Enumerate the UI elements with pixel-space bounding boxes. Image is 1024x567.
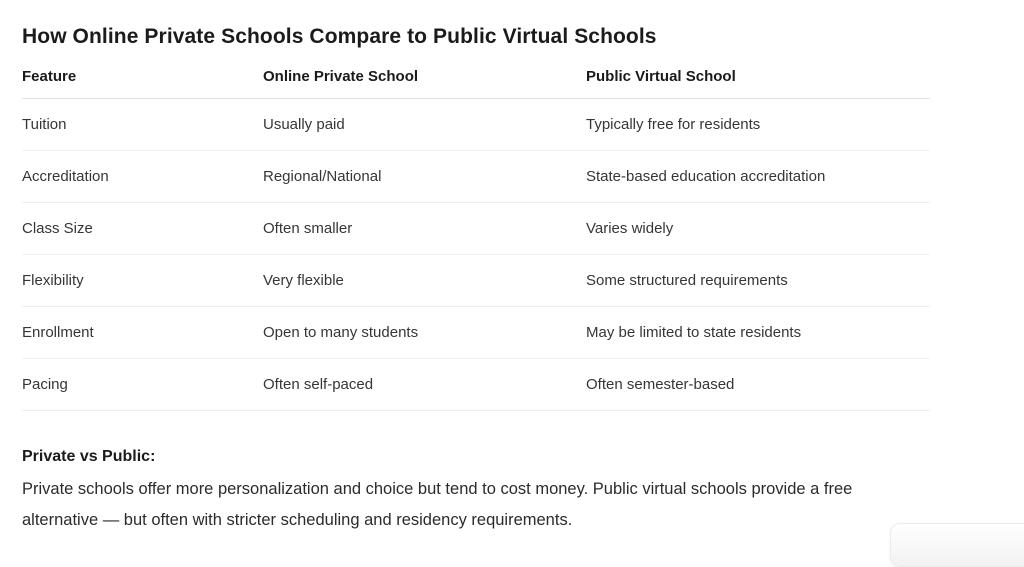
table-header-row bbox=[22, 68, 930, 99]
feature-cell: Pacing bbox=[22, 376, 68, 393]
comparison-table bbox=[22, 68, 930, 411]
page-title: How Online Private Schools Compare to Public Virtual Schools bbox=[22, 25, 657, 48]
bottom-right-floating-widget[interactable] bbox=[890, 523, 1024, 567]
feature-cell: Flexibility bbox=[22, 272, 84, 289]
table-row bbox=[22, 307, 930, 359]
column-header-public-virtual-school: Public Virtual School bbox=[586, 68, 736, 85]
public-school-cell: Typically free for residents bbox=[586, 116, 761, 133]
summary-section bbox=[22, 447, 1002, 536]
public-school-cell: Often semester-based bbox=[586, 376, 735, 393]
summary-paragraph: Private schools offer more personalization and choice but tend to cost money. Public virtual schools provide a free alternative — but often with stricter scheduling and residency requirements. bbox=[22, 480, 853, 529]
table-row bbox=[22, 151, 930, 203]
table-row bbox=[22, 99, 930, 151]
column-header-feature: Feature bbox=[22, 68, 77, 85]
public-school-cell: Varies widely bbox=[586, 220, 674, 237]
private-school-cell: Often smaller bbox=[263, 220, 353, 237]
private-school-cell: Usually paid bbox=[263, 116, 345, 133]
column-header-online-private-school: Online Private School bbox=[263, 68, 419, 85]
public-school-cell: Some structured requirements bbox=[586, 272, 788, 289]
feature-cell: Accreditation bbox=[22, 168, 109, 185]
table-row bbox=[22, 255, 930, 307]
public-school-cell: May be limited to state residents bbox=[586, 324, 802, 341]
feature-cell: Enrollment bbox=[22, 324, 94, 341]
feature-cell: Tuition bbox=[22, 116, 67, 133]
table-row bbox=[22, 359, 930, 411]
table-row bbox=[22, 203, 930, 255]
summary-heading: Private vs Public: bbox=[22, 448, 156, 465]
public-school-cell: State-based education accreditation bbox=[586, 168, 826, 185]
private-school-cell: Often self-paced bbox=[263, 376, 374, 393]
private-school-cell: Open to many students bbox=[263, 324, 419, 341]
private-school-cell: Regional/National bbox=[263, 168, 382, 185]
feature-cell: Class Size bbox=[22, 220, 93, 237]
private-school-cell: Very flexible bbox=[263, 272, 344, 289]
